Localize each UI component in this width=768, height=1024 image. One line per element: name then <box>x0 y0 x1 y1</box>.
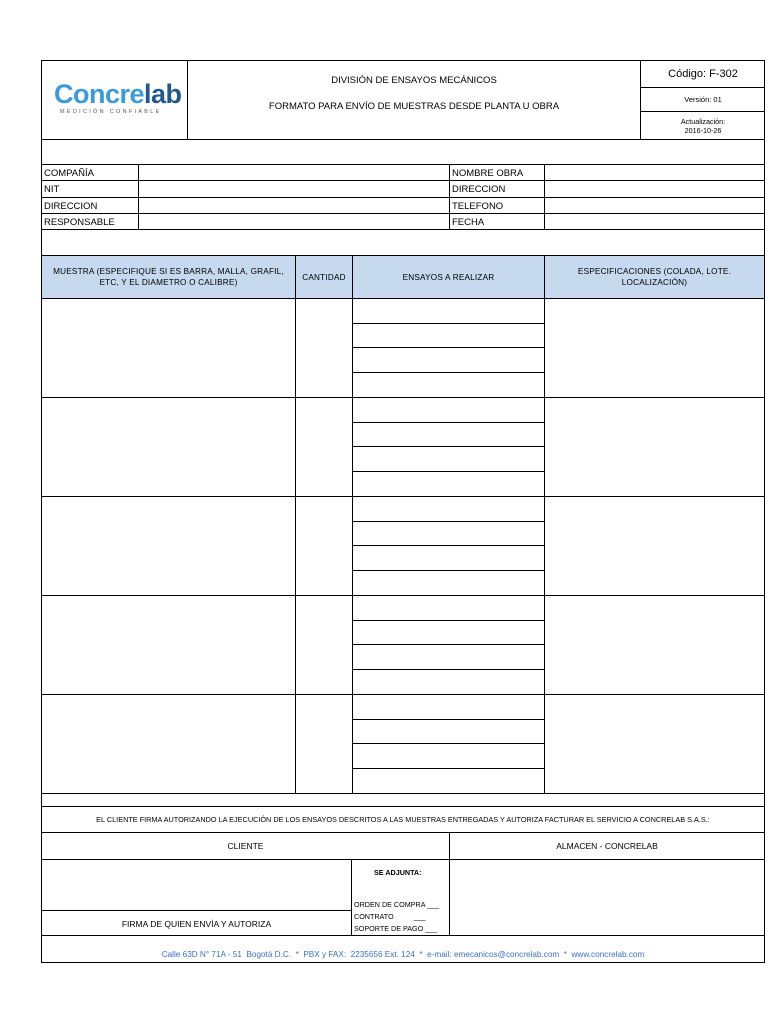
company-logo <box>54 79 184 115</box>
field-direccion-obra[interactable] <box>545 181 764 198</box>
division-title: DIVISIÓN DE ENSAYOS MECÁNICOS <box>331 74 497 86</box>
header-divider <box>42 139 764 140</box>
muestra-cell[interactable] <box>42 398 296 496</box>
ensayo-line[interactable] <box>353 348 544 373</box>
sample-group <box>42 299 764 398</box>
form-title: FORMATO PARA ENVÍO DE MUESTRAS DESDE PLANTA U OBRA <box>268 100 560 112</box>
update-label: Actualización: <box>680 116 726 126</box>
muestra-cell[interactable] <box>42 299 296 397</box>
ensayo-line[interactable] <box>353 645 544 670</box>
label-nit: NIT <box>44 184 60 195</box>
logo-text-1: Concre <box>54 79 145 109</box>
cliente-signature-area[interactable] <box>42 860 352 910</box>
ensayo-line[interactable] <box>353 670 544 695</box>
ensayo-line[interactable] <box>353 398 544 423</box>
especificaciones-cell[interactable] <box>545 299 764 397</box>
logo-tagline: MEDICIÓN CONFIABLE <box>60 109 162 115</box>
update-date: 2016-10-26 <box>684 125 722 135</box>
ensayo-line[interactable] <box>353 720 544 745</box>
sample-group <box>42 398 764 497</box>
label-nombre-obra: NOMBRE OBRA <box>452 167 524 179</box>
footer-contact: Calle 63D N° 71A - 51 Bogotá D.C. * PBX y FAX: 2235656 Ext. 124 * e-mail: emecanicos@concrelab.com * www.concrelab.com <box>161 949 645 959</box>
especificaciones-cell[interactable] <box>545 695 764 793</box>
code-block <box>640 61 764 139</box>
orden-compra-option[interactable]: ORDEN DE COMPRA ___ <box>354 900 440 909</box>
field-direccion[interactable] <box>139 198 449 214</box>
muestra-cell[interactable] <box>42 695 296 793</box>
cantidad-cell[interactable] <box>296 596 353 694</box>
muestra-cell[interactable] <box>42 596 296 694</box>
header-ensayos: ENSAYOS A REALIZAR <box>353 256 545 299</box>
field-nombre-obra[interactable] <box>545 165 764 181</box>
se-adjunta-label: SE ADJUNTA: <box>374 868 422 877</box>
ensayo-line[interactable] <box>353 472 544 497</box>
almacen-signature-area[interactable] <box>450 860 764 936</box>
almacen-header: ALMACEN - CONCRELAB <box>450 833 764 860</box>
firma-label: FIRMA DE QUIEN ENVÍA Y AUTORIZA <box>42 910 352 936</box>
ensayos-cell <box>353 299 545 397</box>
info-grid <box>42 164 764 230</box>
ensayo-line[interactable] <box>353 695 544 720</box>
code-cell: Código: F-302 <box>641 61 765 88</box>
header-especificaciones: ESPECIFICACIONES (COLADA, LOTE. LOCALIZACIÓN) <box>545 256 764 299</box>
header-muestra: MUESTRA (ESPECIFIQUE SI ES BARRA, MALLA, GRAFIL, ETC, Y EL DIAMETRO O CALIBRE) <box>42 256 296 299</box>
version-cell: Versión: 01 <box>641 88 765 112</box>
attachments-cell <box>352 860 450 936</box>
ensayo-line[interactable] <box>353 744 544 769</box>
ensayo-line[interactable] <box>353 373 544 398</box>
ensayo-line[interactable] <box>353 546 544 571</box>
logo-text-2: lab <box>144 79 182 109</box>
cantidad-cell[interactable] <box>296 497 353 595</box>
header-cantidad: CANTIDAD <box>296 256 353 299</box>
label-compania: COMPAÑÍA <box>44 167 94 179</box>
ensayo-line[interactable] <box>353 769 544 794</box>
cantidad-cell[interactable] <box>296 695 353 793</box>
ensayo-line[interactable] <box>353 497 544 522</box>
field-nit[interactable] <box>139 181 449 198</box>
especificaciones-cell[interactable] <box>545 596 764 694</box>
label-responsable: RESPONSABLE <box>44 216 115 228</box>
muestra-cell[interactable] <box>42 497 296 595</box>
cantidad-cell[interactable] <box>296 299 353 397</box>
ensayo-line[interactable] <box>353 522 544 547</box>
ensayos-cell <box>353 497 545 595</box>
ensayo-line[interactable] <box>353 324 544 349</box>
ensayo-line[interactable] <box>353 596 544 621</box>
field-telefono[interactable] <box>545 198 764 214</box>
especificaciones-cell[interactable] <box>545 398 764 496</box>
sample-group <box>42 497 764 596</box>
sample-group <box>42 695 764 794</box>
ensayo-line[interactable] <box>353 571 544 596</box>
label-direccion-obra: DIRECCION <box>452 184 506 195</box>
ensayo-line[interactable] <box>353 299 544 324</box>
field-fecha[interactable] <box>545 214 764 230</box>
logo-cell <box>42 61 188 139</box>
label-direccion: DIRECCION <box>44 200 98 212</box>
ensayos-cell <box>353 695 545 793</box>
field-responsable[interactable] <box>139 214 449 230</box>
ensayo-line[interactable] <box>353 621 544 646</box>
field-compania[interactable] <box>139 165 449 181</box>
ensayo-line[interactable] <box>353 423 544 448</box>
samples-table <box>42 255 764 794</box>
contrato-option[interactable]: CONTRATO ___ <box>354 912 426 921</box>
label-fecha: FECHA <box>452 216 485 228</box>
ensayos-cell <box>353 398 545 496</box>
authorization-text: EL CLIENTE FIRMA AUTORIZANDO LA EJECUCIÓN DE LOS ENSAYOS DESCRITOS A LAS MUESTRAS ENTREGADAS Y AUTORIZA FACTURAR EL SERVICIO A CONCRELAB S.A.S.: <box>96 815 710 824</box>
signature-block <box>42 832 764 936</box>
ensayo-line[interactable] <box>353 447 544 472</box>
ensayos-cell <box>353 596 545 694</box>
soporte-pago-option[interactable]: SOPORTE DE PAGO ___ <box>354 924 438 933</box>
especificaciones-cell[interactable] <box>545 497 764 595</box>
sample-group <box>42 596 764 695</box>
label-telefono: TELEFONO <box>452 200 504 212</box>
cantidad-cell[interactable] <box>296 398 353 496</box>
cliente-header: CLIENTE <box>42 833 450 860</box>
update-cell <box>641 112 765 139</box>
